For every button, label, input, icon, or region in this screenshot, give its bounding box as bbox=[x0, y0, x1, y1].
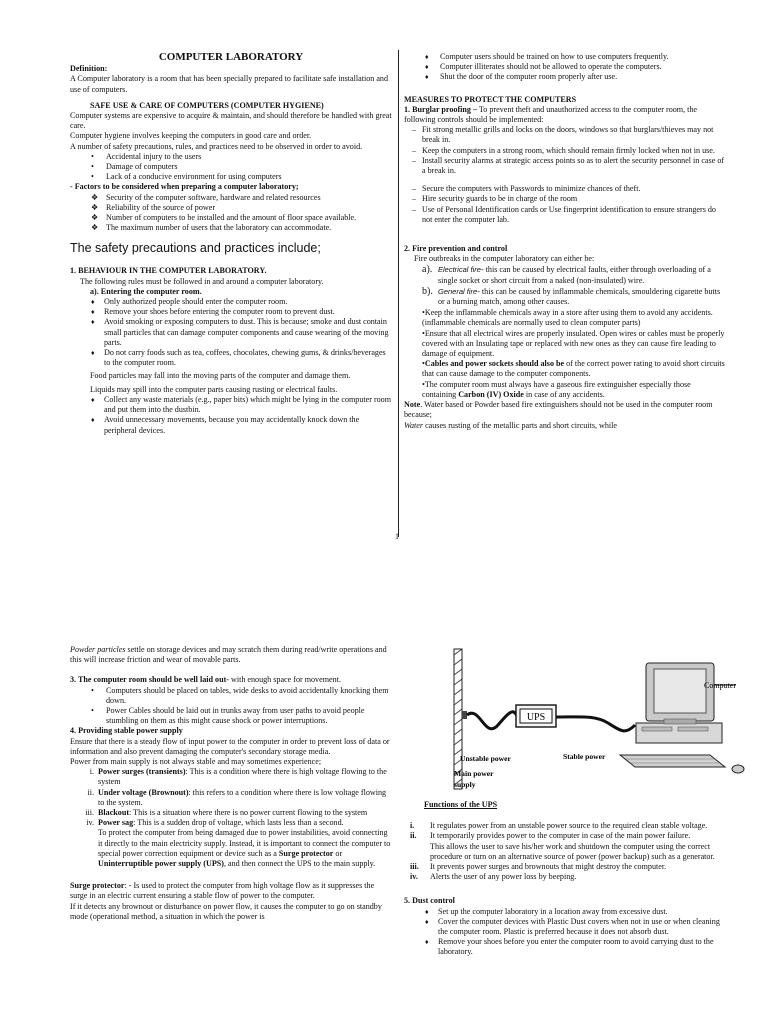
liquid-note: Liquids may spill into the computer parts causing rusting or electrical faults. bbox=[90, 384, 338, 394]
definition-text: A Computer laboratory is a room that has been specially prepared to facilitate safe installation and use of computers. bbox=[70, 74, 389, 94]
fire-a-text: - this can be caused by electrical faults, either through overloading of a single socket or short circuit from a naked (non-insulated) wire. bbox=[438, 265, 711, 285]
surge-paragraph-2: If it detects any brownout or disturbance on power flow, it causes the computer to go on standby mode (operational method, a situation in which the power is bbox=[70, 901, 382, 921]
list-item bbox=[404, 862, 726, 872]
behaviour-intro: The following rules must be followed in and around a computer laboratory. bbox=[80, 276, 324, 286]
column-divider bbox=[398, 50, 399, 537]
item-number: ii. bbox=[410, 831, 417, 841]
entering-list bbox=[70, 297, 392, 368]
list-item: ❖ Reliability of the source of power bbox=[70, 203, 392, 213]
list-item: – Secure the computers with Passwords to minimize chances of theft. bbox=[404, 184, 726, 194]
list-item: ♦ Do not carry foods such as tea, coffees, chocolates, chewing gums, & drinks/beverages to the computer room. bbox=[70, 348, 392, 368]
water-text: causes rusting of the metallic parts and short circuits, while bbox=[423, 420, 618, 430]
list-item: • Accidental injury to the users bbox=[70, 152, 392, 162]
powder-paragraph bbox=[70, 645, 392, 665]
item-text: : This is a condition where there is high voltage flowing to the system bbox=[98, 767, 387, 787]
surge-label: Surge protector bbox=[70, 881, 125, 891]
fire-a bbox=[404, 265, 726, 285]
list-item bbox=[404, 831, 726, 841]
protect-bold-1: Surge protector bbox=[278, 848, 334, 858]
list-item bbox=[70, 767, 392, 787]
list-item: • Power Cables should be laid out in trunks away from user paths to avoid people stumbling on them as this might cause shock or power interruptions. bbox=[70, 706, 392, 726]
protect-paragraph bbox=[70, 828, 392, 869]
ups-box-icon bbox=[516, 705, 556, 727]
fire-item-3-bold: Cables and power sockets should also be bbox=[424, 359, 565, 369]
protect-text-b: , and then connect the UPS to the main supply. bbox=[224, 859, 376, 869]
list-item: ♦ Set up the computer laboratory in a location away from excessive dust. bbox=[404, 907, 726, 917]
item-text: Alerts the user of any power loss by beeping. bbox=[430, 872, 577, 882]
item-text: This allows the user to save his/her work and shutdown the computer using the correct procedure or turn on an alternative source of power (power backup) such as a generator. bbox=[430, 841, 715, 861]
fire-b bbox=[404, 287, 726, 307]
protect-bold-2: Uninterruptible power supply (UPS) bbox=[98, 859, 224, 869]
burglar-text: To prevent theft and unauthorized access to the computer room, the following controls should be implemented: bbox=[404, 104, 698, 125]
avoid-list bbox=[70, 152, 392, 183]
stable-p2: Power from main supply is not always stable and may sometimes experience; bbox=[70, 757, 322, 767]
food-note: Food particles may fall into the moving parts of the computer and damage them. bbox=[90, 371, 351, 381]
list-item: • Computers should be placed on tables, wide desks to avoid accidentally knocking them down. bbox=[70, 686, 392, 706]
unstable-label: Unstable power bbox=[460, 754, 511, 763]
stable-p1: Ensure that there is a steady flow of input power to the computer in order to prevent loss of data or information and also prevent damaging the computer's secondary storage media. bbox=[70, 736, 390, 756]
item-number: iv. bbox=[410, 872, 418, 882]
burglar-paragraph bbox=[404, 105, 726, 125]
fire-heading: 2. Fire prevention and control bbox=[404, 244, 508, 254]
item-head: Power surges (transients) bbox=[98, 767, 186, 777]
fire-item-2: Ensure that all electrical wires are properly insulated. Open wires or cables must be properly covered with an Insulating tape or replaced with new ones as they can cause fire leading to damage of equipment. bbox=[422, 328, 725, 359]
item-text: : This is a sudden drop of voltage, which lasts less than a second. bbox=[133, 818, 344, 828]
fire-intro: Fire outbreaks in the computer laboratory can either be: bbox=[414, 254, 595, 264]
precautions-heading: The safety precautions and practices include; bbox=[70, 241, 321, 256]
laid-out-text: with enough space for movement. bbox=[228, 675, 341, 685]
list-item bbox=[404, 821, 726, 831]
functions-heading: Functions of the UPS bbox=[424, 800, 498, 809]
burglar-list-b bbox=[404, 184, 726, 225]
fire-b-head: General fire bbox=[438, 286, 478, 296]
power-issues-list bbox=[70, 767, 392, 828]
laid-out-heading: 3. The computer room should be well laid out- bbox=[70, 675, 229, 685]
item-text: It temporarily provides power to the computer in case of the main power failure. bbox=[430, 831, 691, 841]
powder-text: settle on storage devices and may scratch them during read/write operations and this will increase friction and wear of movable parts. bbox=[70, 645, 387, 665]
safe-use-p2: Computer hygiene involves keeping the computers in good care and order. bbox=[70, 131, 312, 141]
list-item: ♦ Computer users should be trained on how to use computers frequently. bbox=[404, 52, 726, 62]
powder-label: Powder particles bbox=[70, 645, 126, 654]
item-number: iv. bbox=[86, 818, 94, 828]
list-item: ❖ The maximum number of users that the laboratory can accommodate. bbox=[70, 223, 392, 233]
fire-a-label: a). bbox=[422, 264, 433, 276]
list-item bbox=[404, 359, 726, 379]
behaviour-heading: 1. BEHAVIOUR IN THE COMPUTER LABORATORY. bbox=[70, 266, 267, 276]
protect-or: or bbox=[333, 848, 343, 858]
users-list bbox=[404, 52, 726, 83]
list-item: ♦ Remove your shoes before you enter the computer room to avoid carrying dust to the laboratory. bbox=[404, 937, 726, 957]
page-title: COMPUTER LABORATORY bbox=[158, 51, 304, 63]
protect-text-a: To protect the computer from being damaged due to power instabilities, avoid connecting it directly to the main electricity supply. Instead, it is important to connect the computer to special power correction equipment or device such as a bbox=[98, 828, 391, 858]
fire-b-text: - this can be caused by inflammable chemicals, smouldering cigarette butts or a burning match, among other causes. bbox=[438, 286, 721, 307]
burglar-num: 1. bbox=[404, 104, 411, 114]
list-item: ♦ Only authorized people should enter the computer room. bbox=[70, 297, 392, 307]
item-head: Power sag bbox=[98, 818, 134, 828]
list-item bbox=[70, 818, 392, 828]
ups-label: UPS bbox=[526, 712, 546, 723]
computer-label: Computer bbox=[704, 681, 736, 690]
entering-heading: a). Entering the computer room. bbox=[90, 286, 202, 296]
page-number: 1 bbox=[395, 532, 399, 541]
item-text: : This is a situation where there is no power current flowing to the system bbox=[129, 808, 368, 818]
note-text: . Water based or Powder based fire extinguishers should not be used in the computer room because; bbox=[404, 400, 713, 420]
list-item bbox=[70, 808, 392, 818]
stable-heading: 4. Providing stable power supply bbox=[70, 726, 183, 736]
fire-item-1: Keep the inflammable chemicals away in a store after using them to avoid any accidents. (inflammable chemicals are normally used to clean computer parts) bbox=[422, 308, 713, 328]
note-paragraph bbox=[404, 400, 726, 420]
measures-heading: MEASURES TO PROTECT THE COMPUTERS bbox=[404, 94, 577, 104]
safe-use-p1: Computer systems are expensive to acquire & maintain, and should therefore be handled with great care. bbox=[70, 111, 392, 131]
laid-out-paragraph bbox=[70, 675, 392, 685]
water-paragraph bbox=[404, 421, 726, 431]
list-item: • Lack of a conducive environment for using computers bbox=[70, 172, 392, 182]
item-number: i. bbox=[410, 821, 415, 831]
list-item: – Hire security guards to be in charge of the room bbox=[404, 194, 726, 204]
fire-item-4-b: in case of any accidents. bbox=[523, 389, 605, 399]
list-item: ♦ Avoid smoking or exposing computers to dust. This is because; smoke and dust contain small particles that can damage computer components and cause wearing of the moving parts. bbox=[70, 317, 392, 348]
list-item bbox=[404, 308, 726, 328]
surge-text: : - Is used to protect the computer from high voltage flow as it suppresses the surge in an electric current ensuring a stable flow of power to the computer. bbox=[70, 881, 375, 901]
factors-list bbox=[70, 193, 392, 234]
fire-list bbox=[404, 308, 726, 400]
safe-use-heading: SAFE USE & CARE OF COMPUTERS (COMPUTER HYGIENE) bbox=[90, 100, 324, 110]
item-text: It regulates power from an unstable power source to the required clean stable voltage. bbox=[430, 821, 708, 831]
fire-item-3-rest: of the correct power rating to avoid short circuits that can cause damage to the computer components. bbox=[422, 359, 725, 379]
fire-item-4-bold: Carbon (IV) Oxide bbox=[458, 389, 524, 399]
item-text: : this refers to a condition where there is low voltage flowing to the system. bbox=[98, 787, 387, 807]
stable-power-cable bbox=[556, 717, 635, 731]
list-item bbox=[70, 788, 392, 808]
list-item: ♦ Shut the door of the computer room properly after use. bbox=[404, 72, 726, 82]
factors-heading: - Factors to be considered when preparing a computer laboratory; bbox=[70, 182, 299, 192]
list-item bbox=[404, 380, 726, 400]
main-supply-label-1: Main power bbox=[454, 769, 494, 778]
wall-icon bbox=[454, 649, 467, 789]
list-item: ❖ Number of computers to be installed and the amount of floor space available. bbox=[70, 213, 392, 223]
waste-list bbox=[70, 395, 392, 436]
item-head: Under voltage (Brownout) bbox=[98, 787, 189, 797]
dust-list bbox=[404, 907, 726, 958]
list-item: • Damage of computers bbox=[70, 162, 392, 172]
list-item: ♦ Cover the computer devices with Plastic Dust covers when not in use or when cleaning the computer room. Plastic is preferred because it does not absorb dust. bbox=[404, 917, 726, 937]
definition-label: Definition: bbox=[70, 64, 108, 74]
dust-heading: 5. Dust control bbox=[404, 896, 455, 906]
water-label: Water bbox=[404, 420, 424, 430]
top-right-column bbox=[404, 52, 726, 431]
bottom-right-column bbox=[404, 800, 726, 958]
item-number: iii. bbox=[85, 808, 94, 818]
list-item bbox=[404, 842, 726, 862]
list-item: ♦ Computer illiterates should not be allowed to operate the computers. bbox=[404, 62, 726, 72]
list-item: ♦ Avoid unnecessary movements, because you may accidentally knock down the peripheral devices. bbox=[70, 415, 392, 435]
item-number: iii. bbox=[410, 862, 419, 872]
list-item: – Install security alarms at strategic access points so as to alert the security personnel in case of a break in. bbox=[404, 156, 726, 176]
list-item: ❖ Security of the computer software, hardware and related resources bbox=[70, 193, 392, 203]
surge-paragraph bbox=[70, 881, 392, 901]
note-label: Note bbox=[404, 400, 421, 410]
stable-label: Stable power bbox=[563, 752, 606, 761]
burglar-heading: Burglar proofing – bbox=[412, 104, 478, 114]
item-number: i. bbox=[89, 767, 94, 777]
laid-out-list bbox=[70, 686, 392, 727]
list-item: ♦ Remove your shoes before entering the computer room to prevent dust. bbox=[70, 307, 392, 317]
main-supply-label-2: supply bbox=[454, 780, 476, 789]
unstable-power-cable bbox=[467, 712, 520, 729]
list-item bbox=[404, 872, 726, 882]
list-item: ♦ Collect any waste materials (e.g., paper bits) which might be lying in the computer room and put them into the dustbin. bbox=[70, 395, 392, 415]
bottom-left-column bbox=[70, 645, 392, 922]
item-text: It prevents power surges and brownouts that might destroy the computer. bbox=[430, 862, 667, 872]
fire-item-4-a: The computer room must always have a gaseous fire extinguisher especially those containing bbox=[422, 379, 691, 399]
list-item: – Keep the computers in a strong room, which should remain firmly locked when not in use. bbox=[404, 146, 726, 156]
item-number: ii. bbox=[87, 787, 94, 797]
functions-list bbox=[404, 821, 726, 882]
list-item: – Fit strong metallic grills and locks on the doors, windows so that burglars/thieves may not break in. bbox=[404, 125, 726, 145]
list-item: – Use of Personal Identification cards or Use fingerprint identification to ensure strangers do not enter the computer lab. bbox=[404, 205, 726, 225]
ups-diagram bbox=[420, 645, 750, 795]
top-left-column bbox=[70, 52, 392, 436]
item-head: Blackout bbox=[98, 808, 130, 818]
safe-use-p3: A number of safety precautions, rules, and practices need to be observed in order to avoid. bbox=[70, 141, 363, 151]
burglar-list-a bbox=[404, 125, 726, 176]
fire-a-head: Electrical fire bbox=[438, 265, 481, 275]
fire-b-label: b). bbox=[422, 285, 433, 297]
ups-diagram-svg bbox=[420, 645, 750, 795]
computer-icon bbox=[620, 663, 744, 773]
list-item bbox=[404, 329, 726, 360]
